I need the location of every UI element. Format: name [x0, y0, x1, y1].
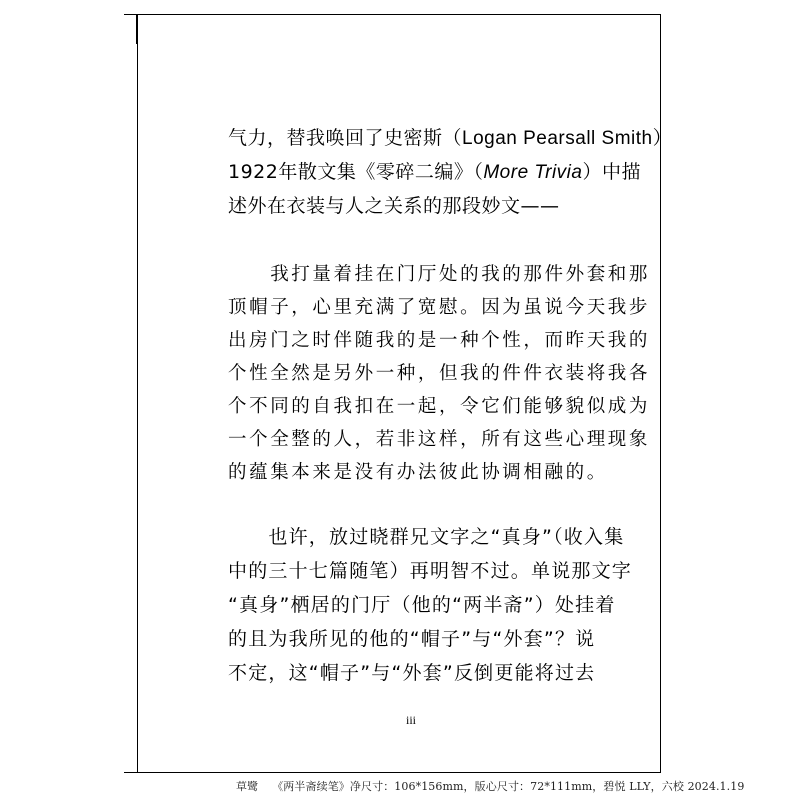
quote-line: 我打量着挂在门厅处的我的那件外套和那 [228, 264, 651, 285]
intro-line-1-text-b: ） [652, 127, 673, 149]
intro-line-3-text: 述外在衣装与人之关系的那段妙文—— [228, 195, 560, 217]
page-border-left [137, 14, 138, 772]
body-line: 不定，这“帽子”与“外套”反倒更能将过去 [228, 662, 596, 684]
intro-line-3 [228, 194, 590, 218]
body-line: 的且为我所见的他的“帽子”与“外套”？说 [228, 628, 596, 650]
body-line: 中的三十七篇随笔）再明智不过。单说那文字 [228, 560, 633, 582]
quote-line: 的蕴集本来是没有办法彼此协调相融的。 [228, 462, 608, 483]
intro-line-1 [228, 126, 673, 151]
page-border-top [124, 14, 661, 15]
gutter-mark [136, 14, 138, 44]
quote-line: 个不同的自我扣在一起，令它们能够貌似成为 [228, 396, 651, 417]
intro-line-2-latin: More Trivia [483, 162, 583, 183]
intro-line-1-text-a: 气力，替我唤回了史密斯（ [228, 127, 463, 149]
body-line: “真身”栖居的门厅（他的“两半斋”）处挂着 [228, 594, 616, 616]
page-number: iii [405, 713, 416, 727]
print-slug-details: 《两半斋续笔》净尺寸：106*156mm，版心尺寸：72*111mm，碧悦 LLY，六校 2024.1.19 [272, 780, 745, 793]
quote-line: 出房门之时伴随我的是一种个性，而昨天我的 [228, 330, 651, 351]
quote-line: 一个全整的人，若非这样，所有这些心理现象 [228, 429, 651, 450]
print-slug [236, 778, 745, 794]
page-border-bottom [124, 772, 661, 773]
intro-line-2 [228, 160, 641, 185]
quote-line: 顶帽子，心里充满了宽慰。因为虽说今天我步 [228, 297, 651, 318]
quote-line: 个性全然是另外一种，但我的件件衣装将我各 [228, 363, 651, 384]
print-slug-label: 草鹭 [236, 780, 259, 793]
intro-line-2-text-b: ）中描 [582, 161, 641, 183]
intro-line-2-text-a: 1922年散文集《零碎二编》（ [228, 161, 484, 183]
body-line: 也许，放过晓群兄文字之“真身”（收入集 [228, 526, 625, 548]
intro-line-1-latin: Logan Pearsall Smith [462, 128, 653, 149]
